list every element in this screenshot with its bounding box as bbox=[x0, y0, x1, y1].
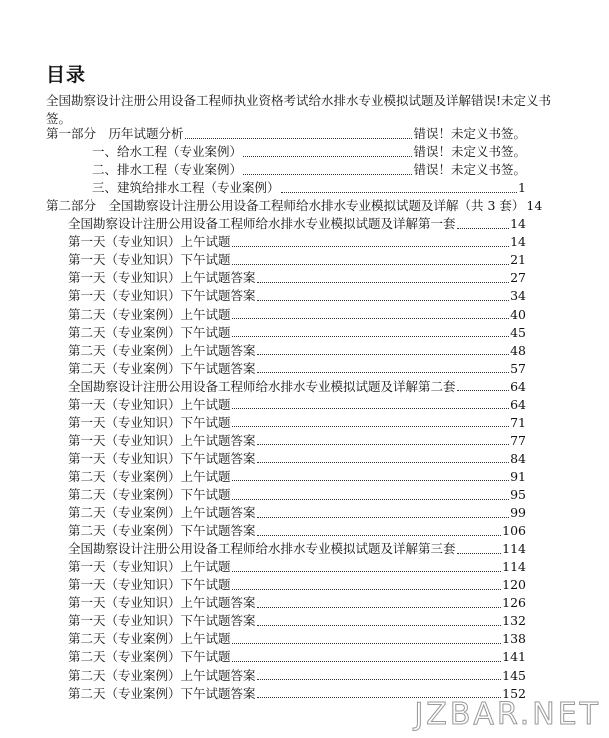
toc-page-number: 27 bbox=[510, 270, 526, 286]
toc-entry-text: 第二部分 全国勘察设计注册公用设备工程师给水排水专业模拟试题及详解（共 3 套） bbox=[46, 198, 525, 214]
toc-entry-text: 第二天（专业案例）上午试题 bbox=[68, 631, 231, 647]
toc-entry-text: 第一天（专业知识）下午试题 bbox=[68, 252, 231, 268]
toc-page-number: 21 bbox=[510, 252, 526, 268]
toc-entry-text: 第一天（专业知识）上午试题答案 bbox=[68, 270, 256, 286]
toc-entry-text: 第一天（专业知识）下午试题答案 bbox=[68, 450, 256, 466]
toc-entry[interactable] bbox=[68, 612, 526, 630]
toc-leader-dots bbox=[232, 480, 510, 481]
toc-leader-dots bbox=[243, 156, 412, 157]
toc-leader-dots bbox=[232, 589, 502, 590]
toc-entry-text: 全国勘察设计注册公用设备工程师给水排水专业模拟试题及详解第二套 bbox=[68, 378, 456, 394]
toc-entry-text: 第二天（专业案例）下午试题答案 bbox=[68, 685, 256, 701]
toc-entry[interactable] bbox=[68, 233, 526, 251]
toc-entry[interactable] bbox=[68, 306, 526, 324]
toc-entry[interactable] bbox=[68, 468, 526, 486]
toc-page-number: 57 bbox=[510, 360, 526, 376]
toc-leader-dots bbox=[457, 228, 510, 229]
toc-leader-dots bbox=[232, 571, 502, 572]
toc-entry-text: 第一天（专业知识）下午试题 bbox=[68, 414, 231, 430]
toc-entry-text: 第一部分 历年试题分析 bbox=[46, 126, 184, 141]
toc-entry[interactable] bbox=[68, 324, 526, 342]
toc-entry-text: 第二天（专业案例）下午试题答案 bbox=[68, 360, 256, 376]
toc-page-number: 106 bbox=[502, 523, 526, 539]
toc-entry[interactable] bbox=[68, 558, 526, 576]
toc-page-number: 14 bbox=[510, 216, 526, 232]
toc-entry[interactable] bbox=[68, 504, 526, 522]
toc-page-number: 152 bbox=[502, 685, 526, 701]
toc-entry[interactable] bbox=[92, 143, 526, 161]
toc-entry[interactable] bbox=[68, 251, 526, 269]
toc-entry-text: 全国勘察设计注册公用设备工程师给水排水专业模拟试题及详解第一套 bbox=[68, 216, 456, 232]
toc-page-number: 40 bbox=[510, 306, 526, 322]
toc-leader-dots bbox=[257, 462, 510, 463]
toc-entry[interactable] bbox=[68, 594, 526, 612]
toc-heading: 目录 bbox=[46, 64, 87, 86]
toc-leader-dots bbox=[232, 264, 510, 265]
toc-entry[interactable] bbox=[68, 360, 526, 378]
toc-page-number: 14 bbox=[510, 234, 526, 250]
toc-page-number: 64 bbox=[510, 378, 526, 394]
toc-page-number: 48 bbox=[510, 342, 526, 358]
toc-leader-dots bbox=[257, 444, 510, 445]
toc-page-number: 114 bbox=[502, 541, 526, 557]
toc-entry-text: 全国勘察设计注册公用设备工程师给水排水专业模拟试题及详解第三套 bbox=[68, 541, 456, 557]
toc-entry-text: 第一天（专业知识）上午试题答案 bbox=[68, 595, 256, 611]
toc-page-number: 14 bbox=[526, 198, 543, 214]
toc-entry-text: 第二天（专业案例）上午试题 bbox=[68, 306, 231, 322]
toc-intro-entry[interactable]: 全国勘察设计注册公用设备工程师执业资格考试给水排水专业模拟试题及详解错误!未定义书签。 bbox=[46, 93, 552, 126]
toc-entry[interactable] bbox=[68, 287, 526, 305]
toc-page-number: 64 bbox=[510, 396, 526, 412]
toc-leader-dots bbox=[257, 535, 502, 536]
toc-page-number: 114 bbox=[502, 559, 526, 575]
toc-entry-text: 第一天（专业知识）上午试题 bbox=[68, 396, 231, 412]
toc-entry-text: 第一天（专业知识）下午试题答案 bbox=[68, 288, 256, 304]
toc-leader-dots bbox=[257, 625, 502, 626]
toc-entry[interactable] bbox=[46, 125, 526, 143]
toc-entry[interactable] bbox=[68, 342, 526, 360]
toc-page-number: 138 bbox=[502, 631, 526, 647]
toc-leader-dots bbox=[243, 174, 412, 175]
toc-page-number: 91 bbox=[510, 468, 526, 484]
toc-leader-dots bbox=[232, 246, 510, 247]
toc-leader-dots bbox=[457, 390, 510, 391]
toc-entry-text: 第二天（专业案例）上午试题答案 bbox=[68, 342, 256, 358]
toc-page-number: 95 bbox=[510, 487, 526, 502]
toc-page-number: 132 bbox=[502, 613, 526, 629]
toc-page-number: 45 bbox=[510, 324, 526, 340]
toc-page-number: 77 bbox=[510, 432, 526, 448]
toc-leader-dots bbox=[232, 643, 502, 644]
toc-entry[interactable] bbox=[68, 630, 526, 648]
toc-page-number: 34 bbox=[510, 288, 526, 304]
toc-entry[interactable] bbox=[68, 667, 526, 685]
toc-entry[interactable] bbox=[68, 432, 526, 450]
toc-entry-text: 第二天（专业案例）上午试题答案 bbox=[68, 505, 256, 521]
toc-leader-dots bbox=[232, 661, 502, 662]
toc-entry[interactable] bbox=[68, 215, 526, 233]
toc-entry-text: 二、排水工程（专业案例） bbox=[92, 162, 243, 178]
toc-page-number: 84 bbox=[510, 450, 526, 466]
toc-entry-text: 一、给水工程（专业案例） bbox=[92, 144, 243, 160]
toc-page-number: 99 bbox=[510, 505, 526, 521]
toc-entry-text: 第一天（专业知识）上午试题 bbox=[68, 234, 231, 250]
toc-entry-text: 第一天（专业知识）下午试题 bbox=[68, 577, 231, 593]
toc-page-number: 错误！未定义书签。 bbox=[413, 162, 526, 178]
toc-page-number: 120 bbox=[502, 577, 526, 593]
toc-leader-dots bbox=[281, 192, 518, 193]
toc-entry-text: 第一天（专业知识）上午试题答案 bbox=[68, 432, 256, 448]
toc-entry-text: 第二天（专业案例）下午试题 bbox=[68, 324, 231, 340]
site-watermark: JZBAR.NET bbox=[414, 697, 601, 732]
toc-entry[interactable] bbox=[68, 648, 526, 666]
toc-entry[interactable] bbox=[68, 378, 526, 396]
toc-entry-text: 三、建筑给排水工程（专业案例） bbox=[92, 180, 280, 196]
toc-entry-text: 第二天（专业案例）上午试题答案 bbox=[68, 667, 256, 683]
toc-entry-text: 第二天（专业案例）下午试题 bbox=[68, 649, 231, 665]
toc-leader-dots bbox=[232, 318, 510, 319]
toc-entry[interactable] bbox=[68, 396, 526, 414]
toc-entry[interactable] bbox=[68, 576, 526, 594]
toc-entry-text: 第一天（专业知识）上午试题 bbox=[68, 559, 231, 575]
toc-page-number: 错误！未定义书签。 bbox=[413, 144, 526, 160]
toc-leader-dots bbox=[257, 607, 502, 608]
toc-page-number: 126 bbox=[502, 595, 526, 611]
toc-leader-dots bbox=[257, 517, 510, 518]
toc-entry[interactable] bbox=[68, 414, 526, 432]
toc-entry[interactable] bbox=[68, 486, 526, 504]
toc-entry[interactable] bbox=[68, 522, 526, 540]
toc-entry-text: 第二天（专业案例）下午试题 bbox=[68, 487, 231, 502]
toc-entry[interactable] bbox=[68, 450, 526, 468]
toc-leader-dots bbox=[257, 354, 510, 355]
toc-page-number: 141 bbox=[502, 649, 526, 665]
toc-page-number: 错误！未定义书签。 bbox=[413, 126, 526, 141]
toc-leader-dots bbox=[257, 300, 510, 301]
toc-entry-text: 第二天（专业案例）上午试题 bbox=[68, 468, 231, 484]
toc-entry-text: 第二天（专业案例）下午试题答案 bbox=[68, 523, 256, 539]
toc-leader-dots bbox=[457, 553, 502, 554]
toc-leader-dots bbox=[257, 282, 510, 283]
toc-entry[interactable] bbox=[68, 269, 526, 287]
toc-leader-dots bbox=[232, 499, 510, 500]
toc-leader-dots bbox=[232, 336, 510, 337]
toc-entry[interactable] bbox=[46, 197, 543, 215]
toc-page-number: 145 bbox=[502, 667, 526, 683]
toc-leader-dots bbox=[257, 679, 502, 680]
toc-page-number: 1 bbox=[518, 180, 526, 196]
toc-entry[interactable] bbox=[92, 161, 526, 179]
toc-page-number: 71 bbox=[510, 414, 526, 430]
toc-entry[interactable] bbox=[68, 540, 526, 558]
toc-leader-dots bbox=[185, 138, 413, 139]
toc-entry[interactable] bbox=[92, 179, 526, 197]
toc-leader-dots bbox=[232, 426, 510, 427]
toc-entry-text: 第一天（专业知识）下午试题答案 bbox=[68, 613, 256, 629]
toc-leader-dots bbox=[232, 408, 510, 409]
toc-leader-dots bbox=[257, 372, 510, 373]
